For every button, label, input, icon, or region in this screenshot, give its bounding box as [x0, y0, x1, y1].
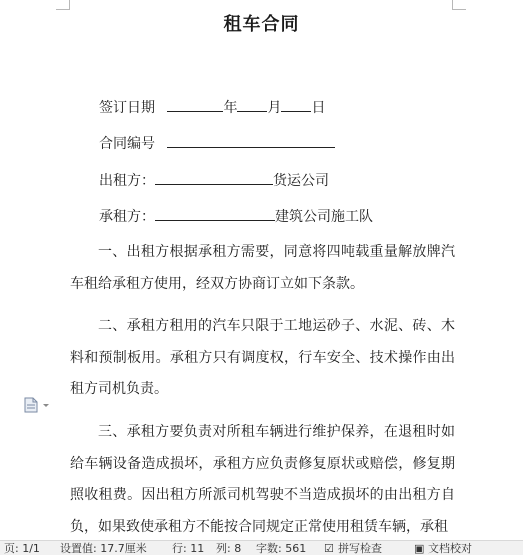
lessee-suffix: 建筑公司施工队 — [275, 209, 373, 225]
proofread-icon[interactable]: ▣ — [414, 542, 425, 555]
crop-mark-top-left — [56, 0, 70, 10]
crop-mark-top-right — [452, 0, 466, 10]
lessor-suffix: 货运公司 — [273, 173, 329, 189]
lessee-line — [99, 205, 373, 225]
clause-3: 三、承租方要负责对所租车辆进行维护保养，在退租时如给车辆设备造成损坏，承租方应负责修复原状或赔偿，修复期照收租费。因出租方所派司机驾驶不当造成损坏的由出租方自负，如果致使承租方不能按合同规定正常使用租赁车辆，承租 — [70, 424, 455, 535]
status-row: 行: 11 — [172, 542, 205, 555]
sign-date-month-label: 月 — [267, 100, 282, 116]
status-spellcheck[interactable]: 拼写检查 — [338, 542, 382, 555]
lessee-blank[interactable] — [155, 205, 275, 221]
contract-no-blank[interactable] — [167, 132, 335, 148]
status-proofread[interactable]: 文档校对 — [428, 542, 472, 555]
lessor-label: 出租方： — [99, 173, 155, 189]
sign-date-year-blank[interactable] — [167, 96, 223, 112]
clause-1: 一、出租方根据承租方需要，同意将四吨载重量解放牌汽车租给承租方使用，经双方协商订立如下条款。 — [70, 244, 455, 292]
lessor-blank[interactable] — [155, 169, 273, 185]
contract-no-label: 合同编号 — [99, 136, 155, 152]
clause-2: 二、承租方租用的汽车只限于工地运砂子、水泥、砖、木料和预制板用。承租方只有调度权，行车安全、技术操作由出租方司机负责。 — [70, 318, 455, 397]
sign-date-month-blank[interactable] — [237, 96, 267, 112]
lessor-line — [99, 169, 329, 189]
status-bar — [0, 540, 523, 555]
sign-date-day-blank[interactable] — [281, 96, 311, 112]
spellcheck-icon[interactable]: ☑ — [324, 542, 334, 555]
status-page[interactable]: 页: 1/1 — [4, 542, 40, 555]
lessee-label: 承租方： — [99, 209, 155, 225]
sign-date-day-label: 日 — [311, 100, 326, 116]
status-wordcount[interactable]: 字数: 561 — [256, 542, 307, 555]
document-title: 租车合同 — [223, 14, 300, 35]
document-outline-icon[interactable] — [22, 397, 52, 413]
status-setting[interactable]: 设置值: 17.7厘米 — [60, 542, 147, 555]
sign-date-year-label: 年 — [223, 100, 238, 116]
sign-date-line — [99, 96, 325, 116]
contract-no-line — [99, 132, 335, 152]
status-col: 列: 8 — [216, 542, 242, 555]
sign-date-label: 签订日期 — [99, 100, 155, 116]
